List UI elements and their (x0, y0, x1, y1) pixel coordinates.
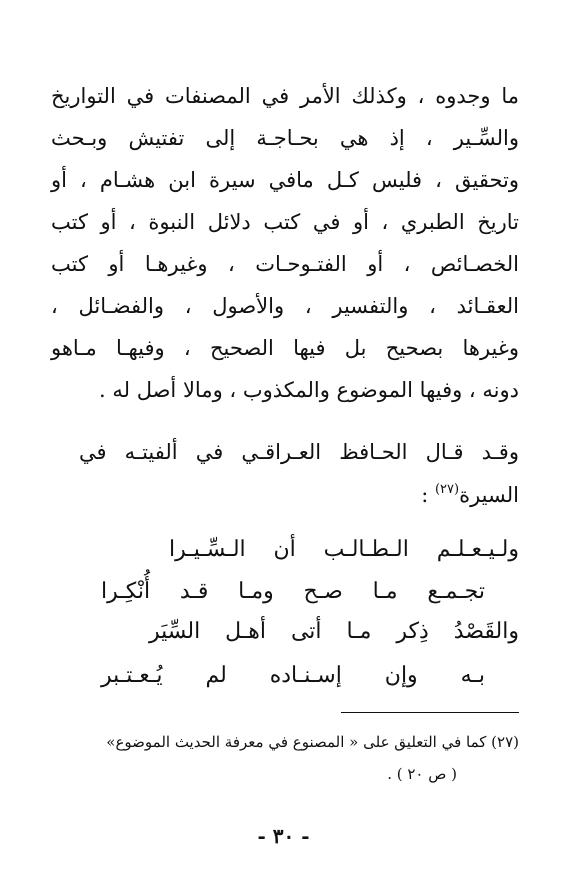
footnote-separator (341, 712, 519, 713)
footnote-reference: (٢٧) (434, 482, 460, 497)
paragraph-line-4: تاريخ الطبري ، أو في كتب دلائل النبوة ، أو كتب (51, 210, 519, 234)
verse-line-1: ولـيـعـلـم الـطـالـب أن الـسِّـيـرا (169, 537, 519, 562)
verse-line-4: بـه وإن إسـنـاده لم يُـعـتـبر (101, 663, 485, 688)
paragraph-line-1: ما وجدوه ، وكذلك الأمر في المصنفات في التواريخ (51, 84, 519, 108)
paragraph-line-7: وغيرها بصحيح بل فيها الصحيح ، وفيهـا مـاهو (51, 336, 519, 360)
paragraph-line-2: والسِّـير ، إذ هي بحـاجـة إلى تفتيش وبـحث (51, 126, 519, 150)
footnote-line-2: ( ص ٢٠ ) . (387, 765, 457, 783)
colon: : (421, 483, 435, 507)
quote-intro-source (51, 470, 519, 515)
paragraph-line-5: الخصـائص ، أو الفتـوحـات ، وغيرهـا أو كتب (51, 252, 519, 276)
footnote-line-1: (٢٧) كما في التعليق على « المصنوع في معرفة الحديث الموضوع» (106, 733, 519, 751)
verse-line-3: والقَصْدُ ذِكر مـا أتى أهـل السِّيَر (149, 619, 519, 644)
source-title: السيرة (459, 483, 519, 507)
quote-intro-line: وقـد قـال الحـافظ العـراقـي في ألفيتـه في (79, 440, 519, 464)
verse-line-2: تجـمـع مـا صـح ومـا قـد أُنْكِـرا (101, 579, 485, 604)
paragraph-line-8: دونه ، وفيها الموضوع والمكذوب ، ومالا أصل له . (99, 378, 519, 402)
paragraph-line-6: العقـائد ، والتفسير ، والأصول ، والفضـائل ، (51, 294, 519, 318)
paragraph-line-3: وتحقيق ، فليس كـل مافي سيرة ابن هشـام ، أو (51, 168, 519, 192)
page-number: - ٣٠ - (257, 824, 310, 848)
